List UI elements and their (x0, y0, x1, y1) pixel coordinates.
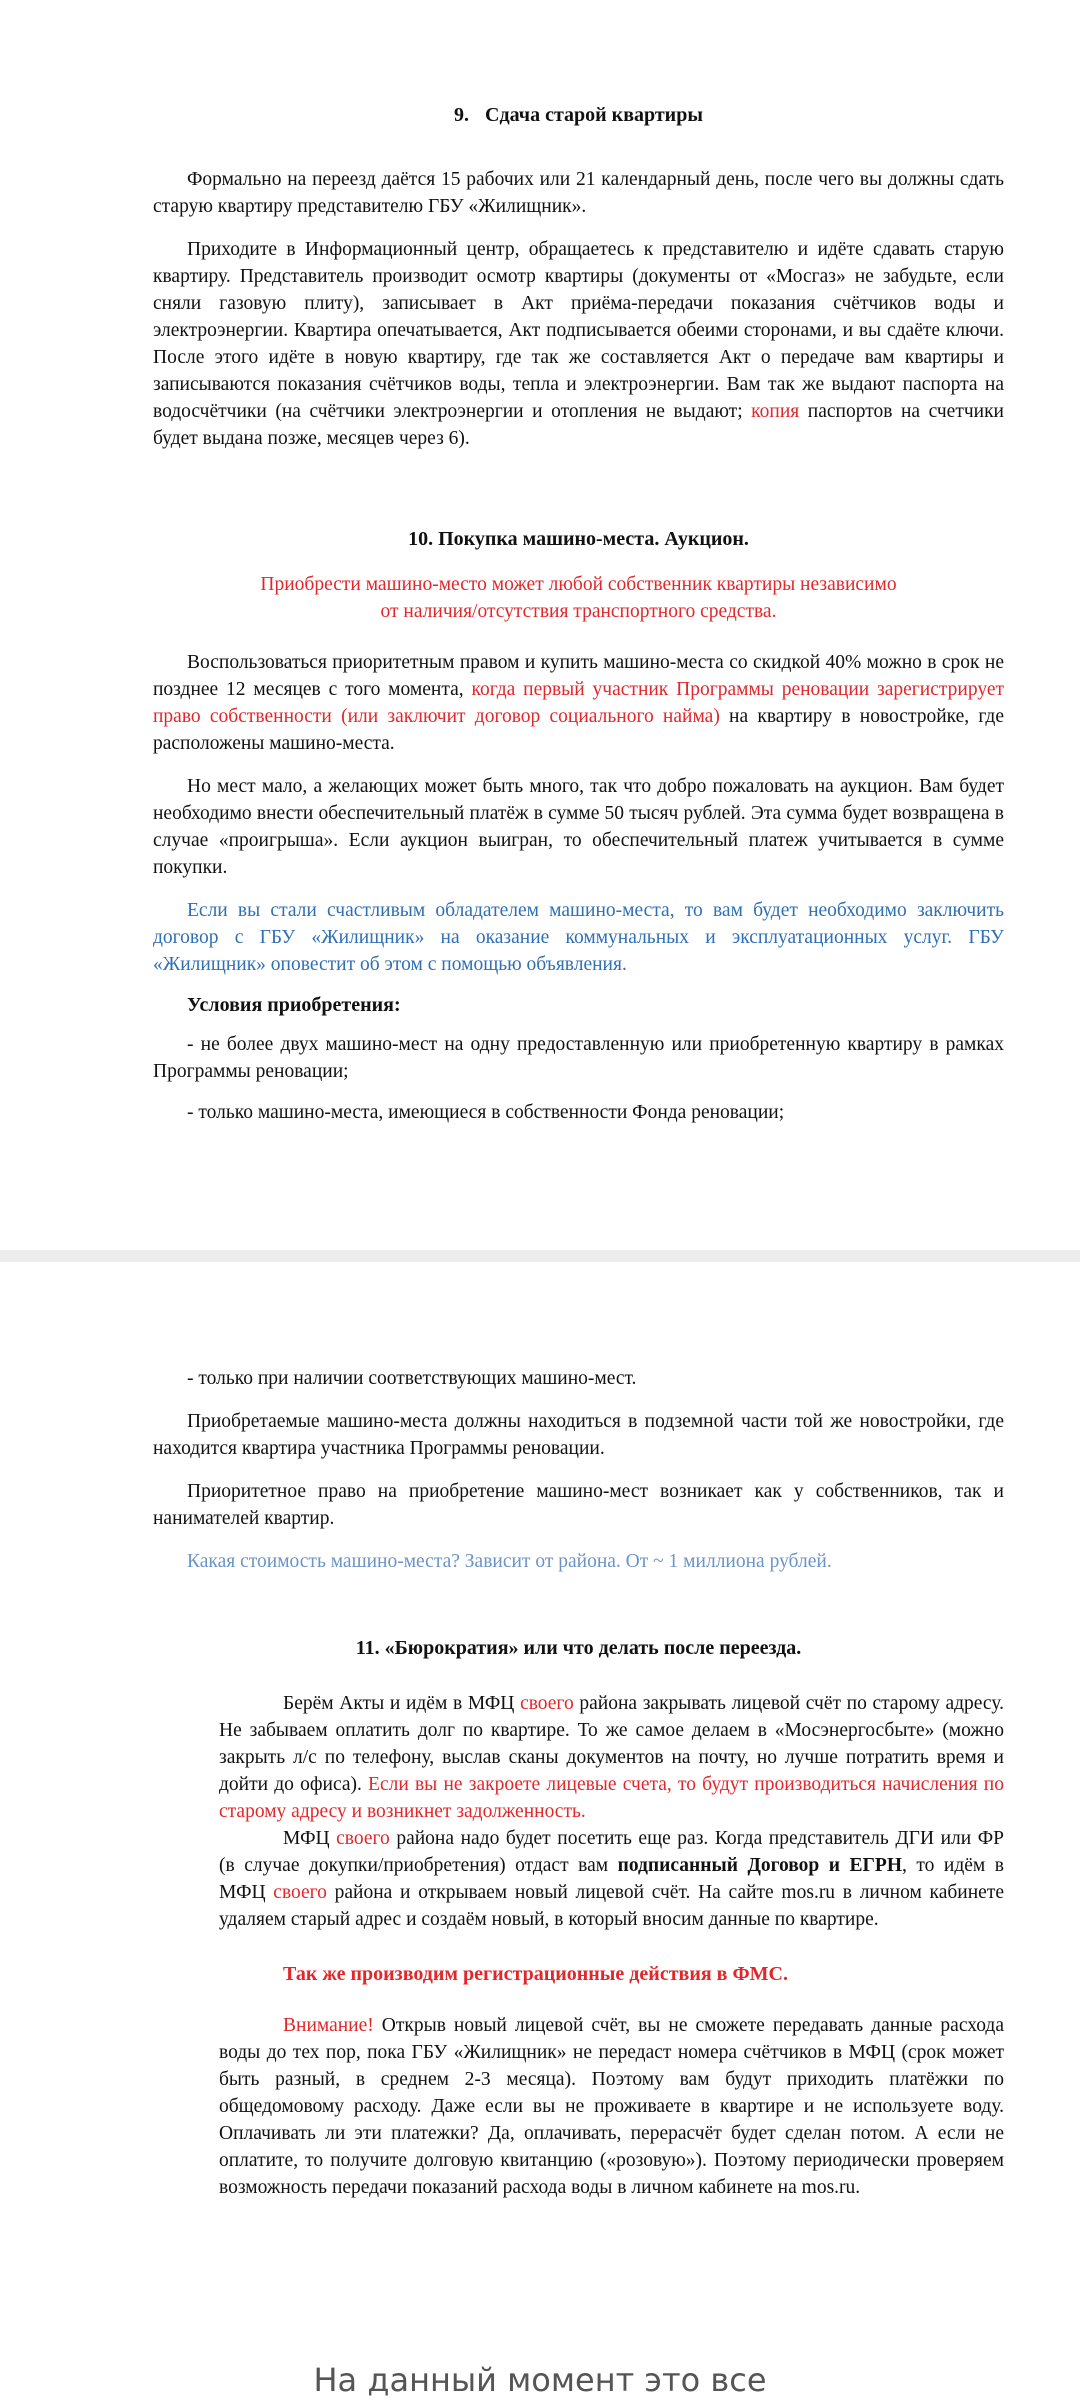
paragraph-priority-owners: Приоритетное право на приобретение машино-мест возникает как у собственников, так и нанимателей квартир. (153, 1481, 1004, 1529)
paragraph-priority-right: Воспользоваться приоритетным правом и купить машино-места со скидкой 40% можно в срок не позднее 12 месяцев с того момента, когда первый участник Программы реновации зарегистрирует право собственности (или заключит договор социального найма) на квартиру в новостройке, где расположены машино-места. (153, 652, 1005, 754)
paragraph-open-account: МФЦ своего района надо будет посетить еще раз. Когда представитель ДГИ или ФР (в случае докупки/приобретения) отдаст вам подписанный Договор и ЕГРН, то идём в МФЦ своего района и открываем новый лицевой счёт. На сайте mos.ru в личном кабинете удаляем старый адрес и создаём новый, в который вносим данные по квартире. (219, 1828, 1004, 1930)
highlight-copy: копия (751, 401, 800, 422)
section-11-title: 11. «Бюрократия» или что делать после переезда. (355, 1637, 802, 1659)
paragraph-underground: Приобретаемые машино-места должны находиться в подземной части той же новостройки, где находится квартира участника Программы реновации. (153, 1411, 1004, 1459)
paragraph-close-account: Берём Акты и идём в МФЦ своего района закрывать лицевой счёт по старому адресу. Не забываем оплатить долг по квартире. То же самое делаем в «Мосэнергосбыте» (можно закрыть л/с по телефону, выслав сканы документов на почту, но лучше потратить время и дойти до офиса). Если вы не закроете лицевые счета, то будут производиться начисления по старому адресу и возникнет задолженность. (219, 1693, 1004, 1822)
section-11-body (219, 1690, 1004, 2201)
section-10-subtitle: Приобрести машино-место может любой собственник квартиры независимо от наличия/отсутствия транспортного средства. (260, 574, 897, 622)
paragraph-attention: Внимание! Открыв новый лицевой счёт, вы не сможете передавать данные расхода воды до тех пор, пока ГБУ «Жилищник» не передаст номера счётчиков в МФЦ (срок может быть разный, в среднем 2-3 месяца). Поэтому вам будут приходить платёжки по общедомовому расходу. Даже если вы не проживаете в квартире и не используете воду. Оплачивать ли эти платежки? Да, оплачивать, перерасчёт будет сделан потом. А если не оплатите, то получите долговую квитанцию («розовую»). Поэтому периодически проверяем возможность передачи показаний расхода воды в личном кабинете на mos.ru. (219, 2015, 1004, 2198)
section-9-number: 9. (454, 104, 470, 126)
bottom-fade-overlay (0, 2228, 1080, 2348)
paragraph-auction: Но мест мало, а желающих может быть много, так что добро пожаловать на аукцион. Вам будет необходимо внести обеспечительный платёж в сумме 50 тысяч рублей. Эта сумма будет возвращена в случае «проигрыша». Если аукцион выигран, то обеспечительный платеж учитывается в сумме покупки. (153, 776, 1004, 878)
condition-item-1: - не более двух машино-мест на одну предоставленную или приобретенную квартиру в рамках Программы реновации; (153, 1034, 1004, 1082)
section-10-title: 10. Покупка машино-места. Аукцион. (408, 528, 749, 550)
fms-registration-note: Так же производим регистрационные действия в ФМС. (283, 1963, 788, 1985)
highlight-first-participant: когда первый участник Программы реновации зарегистрирует право собственности (или заключит договор социального найма) (153, 679, 1005, 727)
paragraph-service-contract: Если вы стали счастливым обладателем машино-места, то вам будет необходимо заключить договор с ГБУ «Жилищник» на оказание коммунальных и эксплуатационных услуг. ГБУ «Жилищник» оповестит об этом с помощью объявления. (153, 900, 1004, 975)
paragraph-move-deadline: Формально на переезд даётся 15 рабочих или 21 календарный день, после чего вы должны сдать старую квартиру представителю ГБУ «Жилищник». (153, 169, 1004, 217)
condition-item-3: - только при наличии соответствующих машино-мест. (187, 1368, 637, 1389)
condition-item-2: - только машино-места, имеющиеся в собственности Фонда реновации; (187, 1102, 785, 1123)
conditions-title: Условия приобретения: (187, 994, 401, 1016)
section-9-heading (153, 104, 1004, 127)
section-9-title: Сдача старой квартиры (485, 104, 703, 126)
attention-label: Внимание! (283, 2015, 374, 2036)
paragraph-price: Какая стоимость машино-места? Зависит от района. От ~ 1 миллиона рублей. (187, 1551, 832, 1572)
end-of-content-caption: На данный момент это все (313, 2361, 767, 2399)
highlight-debt-warning: Если вы не закроете лицевые счета, то будут производиться начисления по старому адресу и возникнет задолженность. (219, 1774, 1004, 1822)
paragraph-apartment-handover: Приходите в Информационный центр, обращаетесь к представителю и идёте сдавать старую квартиру. Представитель производит осмотр квартиры (документы от «Мосгаз» не забудьте, если сняли газовую плиту), записывает в Акт приёма-передачи показания счётчиков воды и электроэнергии. Квартира опечатывается, Акт подписывается обеими сторонами, и вы сдаёте ключи. После этого идёте в новую квартиру, где так же составляется Акт о передаче вам квартиры и записываются показания счётчиков воды, тепла и электроэнергии. Вам так же выдают паспорта на водосчётчики (на счётчики электроэнергии и отопления не выдают; копия паспортов на счетчики будет выдана позже, месяцев через 6). (153, 239, 1004, 449)
